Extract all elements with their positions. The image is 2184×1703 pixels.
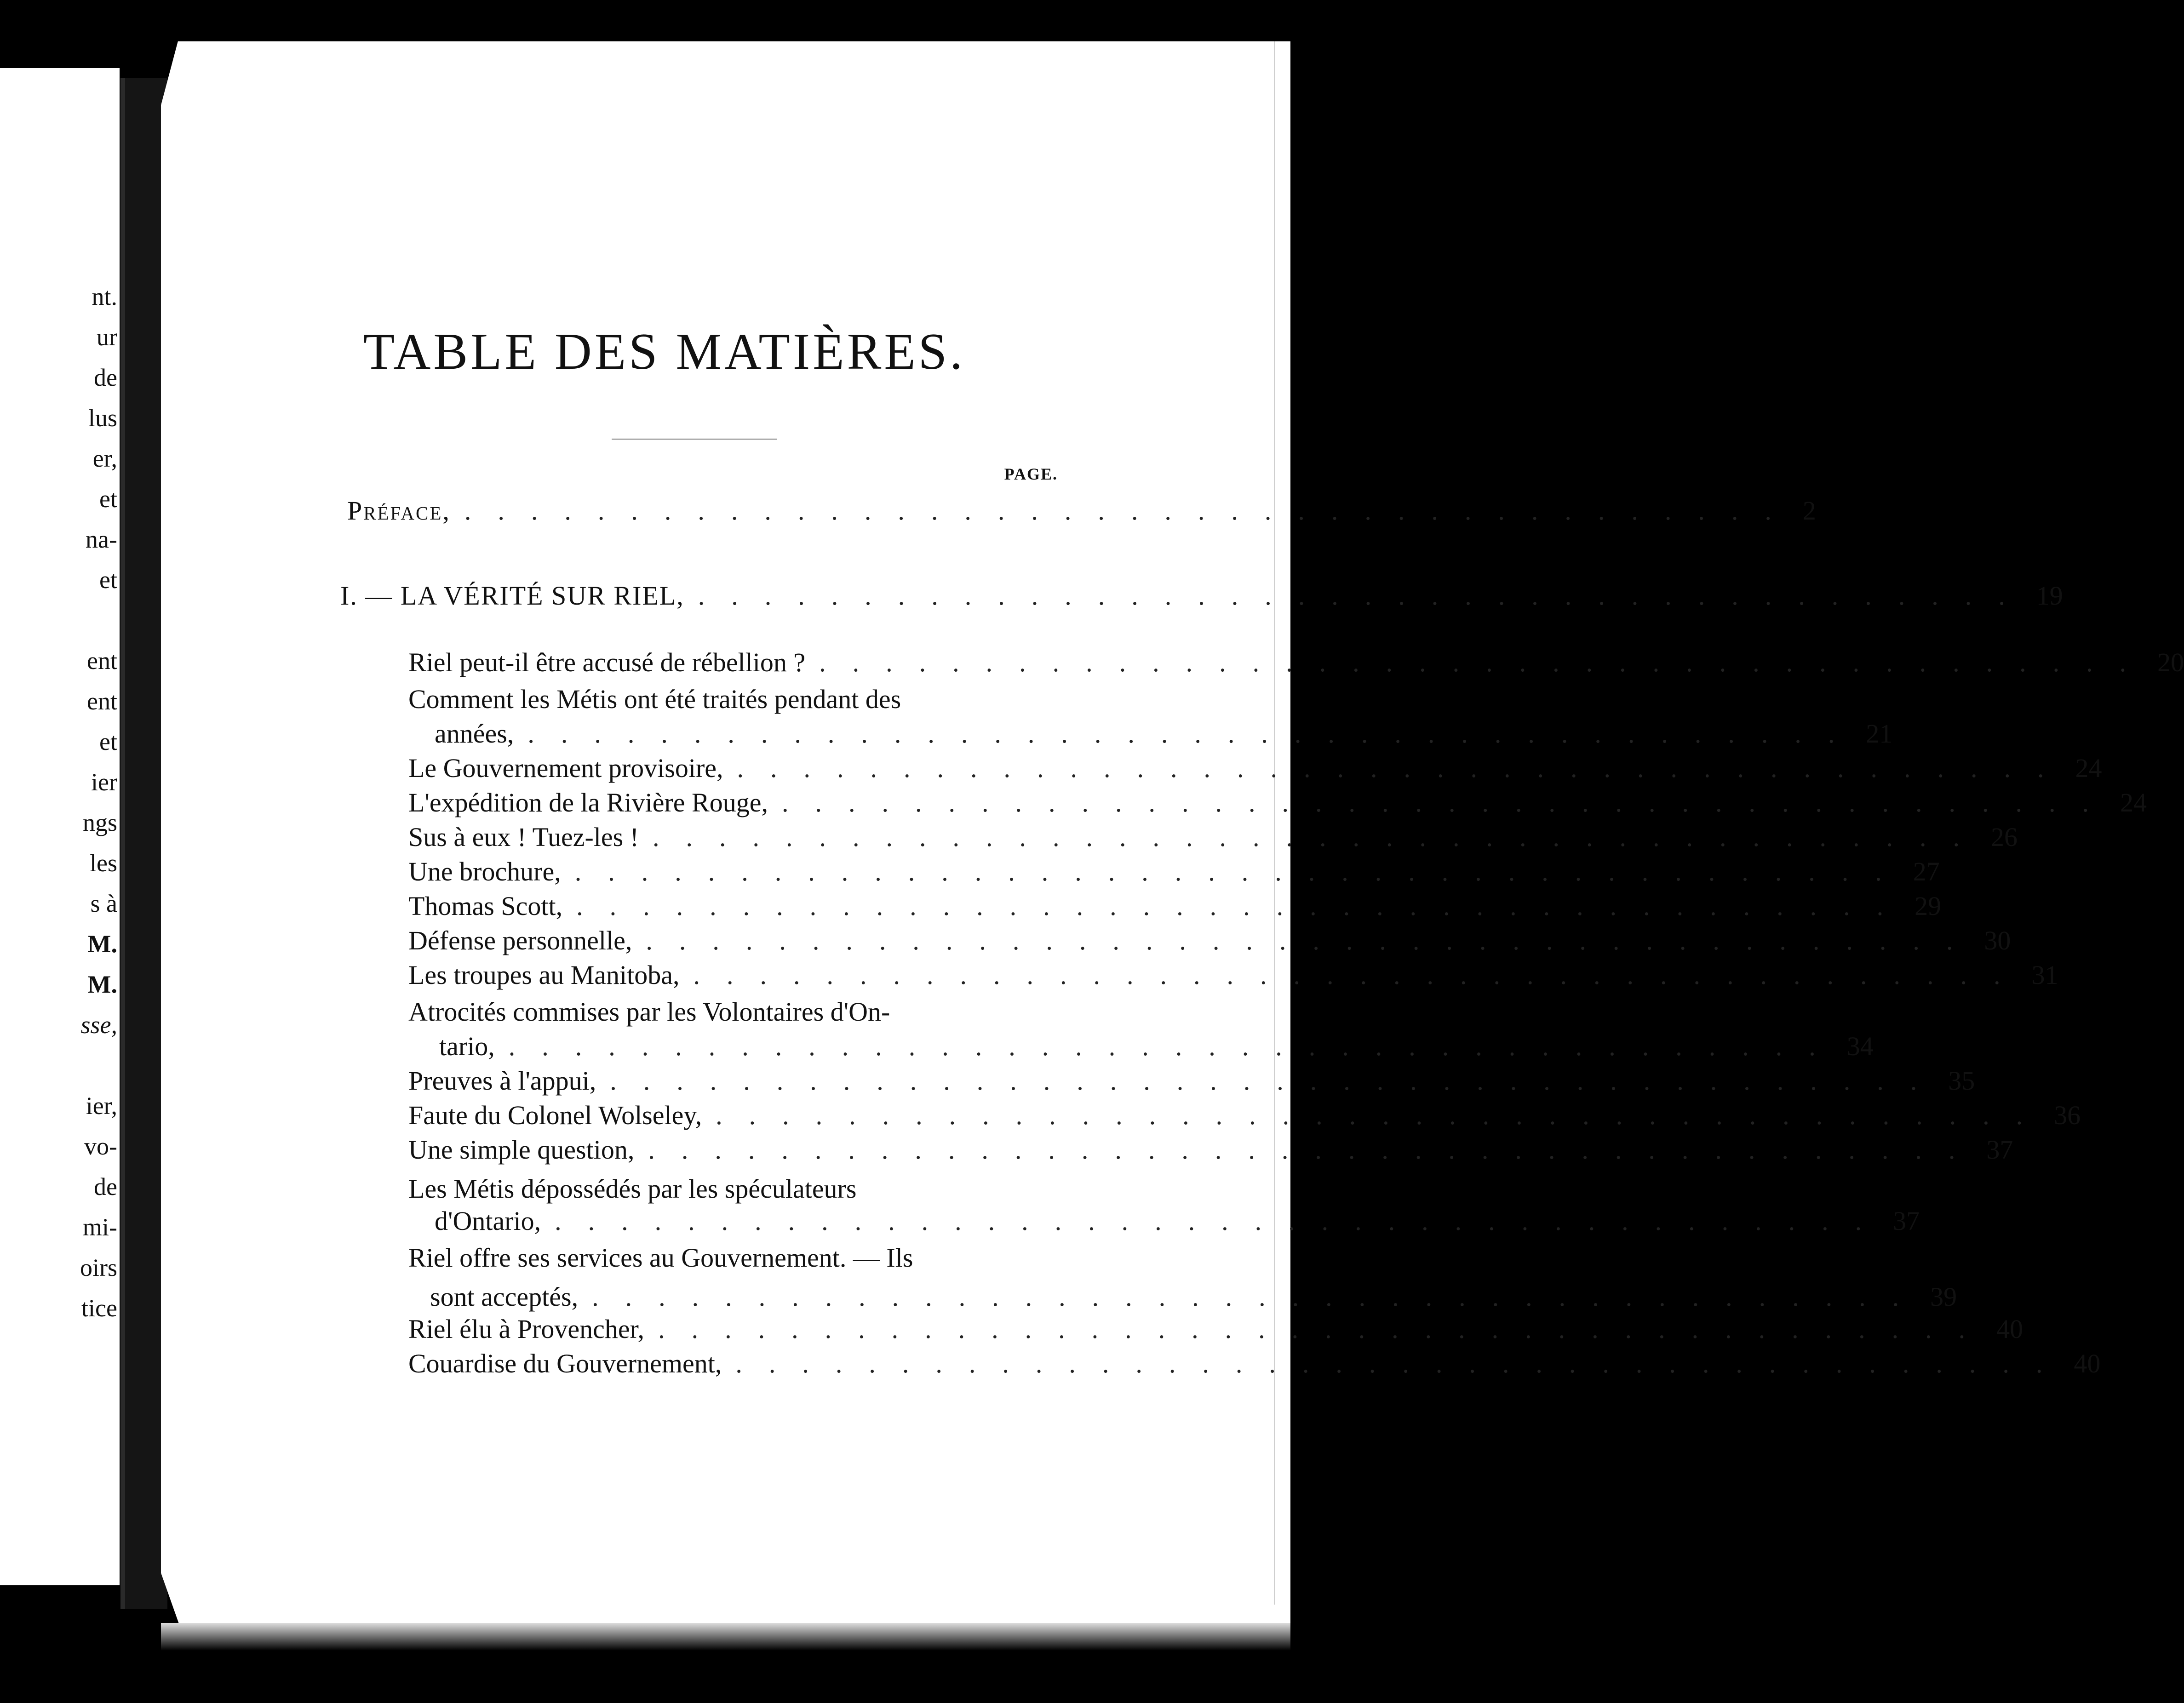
left-fragment: er, xyxy=(92,445,117,472)
toc-entry xyxy=(439,1031,1874,1061)
left-fragment: M. xyxy=(87,971,117,998)
left-fragment: et xyxy=(99,728,117,755)
toc-entry-label: Thomas Scott, xyxy=(408,891,563,921)
toc-entry-label: Preuves à l'appui, xyxy=(408,1066,596,1096)
left-fragment: et xyxy=(99,566,117,594)
leader-dots: ........................................ xyxy=(576,891,1910,921)
toc-entry-label: Défense personnelle, xyxy=(408,926,632,955)
toc-entry-label: Couardise du Gouvernement, xyxy=(408,1349,722,1378)
toc-entry xyxy=(435,719,1893,749)
left-fragment: vo- xyxy=(84,1132,117,1160)
toc-entry-page: 27 xyxy=(1913,857,1940,886)
leader-dots: ........................................ xyxy=(781,788,2115,817)
leader-dots: ........................................ xyxy=(527,719,1862,749)
leader-dots: ........................................ xyxy=(737,753,2071,783)
left-fragment: et xyxy=(99,485,117,513)
leader-dots: ........................................ xyxy=(646,926,1980,955)
leader-dots: ........................................ xyxy=(653,822,1987,852)
toc-entry xyxy=(408,926,2011,955)
left-fragment: ent xyxy=(87,647,117,674)
leader-dots: ........................................ xyxy=(648,1135,1982,1165)
toc-entry xyxy=(408,822,2018,852)
toc-entry xyxy=(408,960,2058,990)
toc-entry xyxy=(408,857,1940,886)
toc-entry-page: 31 xyxy=(2031,960,2058,990)
left-fragment: nt. xyxy=(92,283,117,310)
left-fragment: lus xyxy=(88,404,117,432)
leader-dots: ........................................ xyxy=(610,1066,1944,1096)
page-title: TABLE DES MATIÈRES. xyxy=(363,323,966,380)
toc-entry-continuation: tario, xyxy=(439,1031,495,1061)
toc-entry xyxy=(430,1282,1957,1312)
left-fragment: ier, xyxy=(86,1092,117,1120)
toc-entry-label: Faute du Colonel Wolseley, xyxy=(408,1100,702,1130)
toc-entry-page: 37 xyxy=(1986,1135,2013,1165)
toc-entry-label: Une brochure, xyxy=(408,857,561,886)
toc-entry-page: 40 xyxy=(2074,1349,2101,1378)
left-fragment: M. xyxy=(87,930,117,958)
toc-entry-label: Le Gouvernement provisoire, xyxy=(408,753,723,783)
toc-entry-preface xyxy=(347,496,1816,526)
toc-entry xyxy=(408,891,1942,921)
left-fragment: ier xyxy=(91,768,117,796)
toc-entry-continuation: sont acceptés, xyxy=(430,1282,579,1312)
toc-entry-page: 30 xyxy=(1984,926,2011,955)
toc-entry-page: 24 xyxy=(2120,788,2147,817)
leader-dots: ........................................ xyxy=(555,1206,1889,1236)
leader-dots: ........................................ xyxy=(464,496,1798,526)
leader-dots: ........................................ xyxy=(735,1349,2069,1378)
leader-dots: ........................................ xyxy=(693,960,2027,990)
toc-entry-label: Riel élu à Provencher, xyxy=(408,1314,645,1344)
toc-entry-page: 19 xyxy=(2036,581,2063,611)
page-column-heading: PAGE. xyxy=(1004,465,1058,483)
leader-dots: ........................................ xyxy=(716,1100,2050,1130)
toc-entry-continuation: d'Ontario, xyxy=(435,1206,541,1236)
book-gutter xyxy=(120,78,167,1609)
toc-entry xyxy=(408,647,2184,677)
toc-entry-page: 34 xyxy=(1846,1031,1874,1061)
left-fragment: ngs xyxy=(82,809,117,836)
toc-entry-page: 24 xyxy=(2075,753,2102,783)
toc-entry-page: 39 xyxy=(1930,1282,1957,1312)
left-fragment: sse, xyxy=(80,1011,117,1039)
left-fragment: mi- xyxy=(83,1213,117,1241)
leader-dots: ........................................ xyxy=(819,647,2153,677)
toc-entry-label: Une simple question, xyxy=(408,1135,635,1165)
toc-entry-page: 2 xyxy=(1802,496,1816,526)
toc-entry-page: 37 xyxy=(1893,1206,1920,1236)
toc-entry xyxy=(408,1314,2023,1344)
toc-entry-label: Atrocités commises par les Volontaires d'On- xyxy=(408,997,890,1027)
toc-section-label: I. — LA VÉRITÉ SUR RIEL, xyxy=(340,581,684,611)
toc-entry-page: 40 xyxy=(1996,1314,2023,1344)
toc-entry-label: Comment les Métis ont été traités pendant des xyxy=(408,684,901,714)
leader-dots: ........................................ xyxy=(698,581,2032,611)
left-fragment: de xyxy=(94,364,117,391)
toc-entry xyxy=(408,1349,2101,1378)
toc-section-heading xyxy=(340,581,2063,611)
leader-dots: ........................................ xyxy=(658,1314,1992,1344)
left-fragment: s à xyxy=(90,890,117,917)
toc-entry-label: Les troupes au Manitoba, xyxy=(408,960,680,990)
toc-entry-page: 35 xyxy=(1948,1066,1975,1096)
left-fragment: les xyxy=(90,849,117,877)
toc-entry-continuation: années, xyxy=(435,719,514,749)
toc-entry-label: Riel offre ses services au Gouvernement. — Ils xyxy=(408,1243,913,1273)
leader-dots: ........................................ xyxy=(574,857,1909,886)
toc-entry-label: Sus à eux ! Tuez-les ! xyxy=(408,822,639,852)
page-bottom-shadow xyxy=(161,1623,1290,1651)
left-fragment: tice xyxy=(81,1294,117,1322)
toc-entry-label: Les Métis dépossédés par les spéculateurs xyxy=(408,1174,857,1204)
toc-entry-page: 26 xyxy=(1991,822,2018,852)
title-divider xyxy=(612,439,777,440)
leader-dots: ........................................ xyxy=(592,1282,1926,1312)
toc-entry xyxy=(435,1206,1920,1236)
left-fragment: na- xyxy=(86,526,117,553)
toc-entry xyxy=(408,1066,1975,1096)
left-fragment: oirs xyxy=(80,1254,117,1281)
toc-entry-label: L'expédition de la Rivière Rouge, xyxy=(408,788,768,817)
toc-entry xyxy=(408,1135,2013,1165)
left-page xyxy=(0,68,120,1585)
left-fragment: ent xyxy=(87,687,117,715)
toc-entry-label: Préface, xyxy=(347,496,451,526)
toc-entry xyxy=(408,788,2147,817)
left-fragment: ur xyxy=(97,323,117,351)
toc-entry-page: 29 xyxy=(1915,891,1942,921)
toc-entry-page: 20 xyxy=(2157,647,2184,677)
toc-entry-page: 36 xyxy=(2054,1100,2081,1130)
left-fragment: de xyxy=(94,1173,117,1200)
toc-entry-label: Riel peut-il être accusé de rébellion ? xyxy=(408,647,806,677)
toc-entry xyxy=(408,753,2102,783)
leader-dots: ........................................ xyxy=(508,1031,1842,1061)
toc-entry-page: 21 xyxy=(1866,719,1893,749)
toc-entry xyxy=(408,1100,2081,1130)
